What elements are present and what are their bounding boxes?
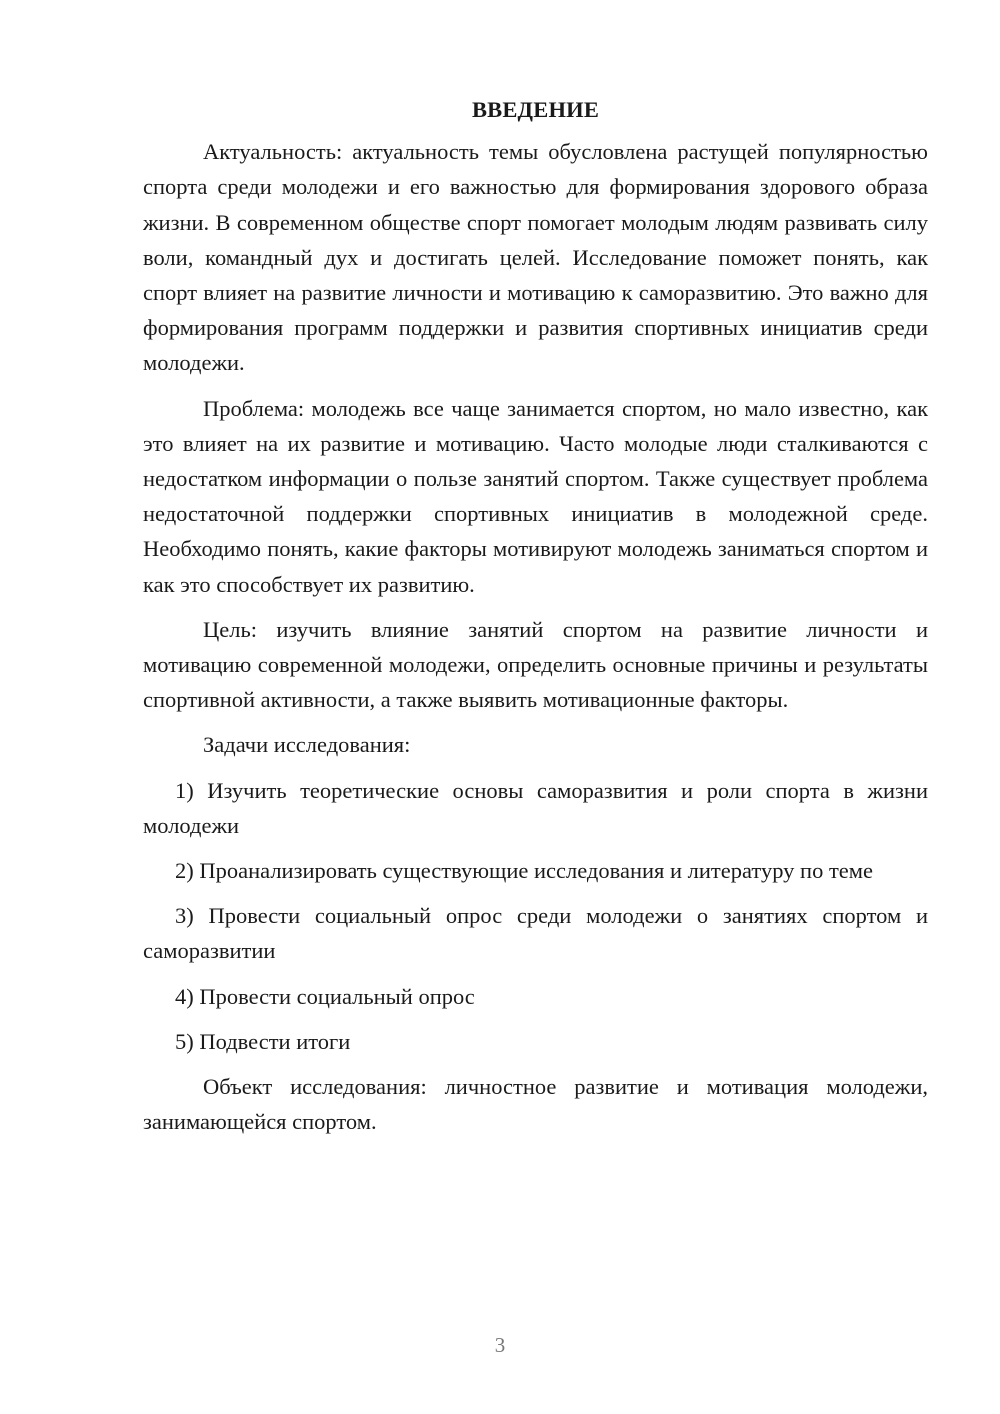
task-item-3: 3) Провести социальный опрос среди молодежи о занятиях спортом и саморазвитии (143, 903, 928, 964)
page-number: 3 (494, 1333, 506, 1357)
page-title: ВВЕДЕНИЕ (471, 97, 600, 122)
task-item-4: 4) Провести социальный опрос (175, 983, 475, 1009)
task-item-2: 2) Проанализировать существующие исследования и литературу по теме (175, 858, 873, 884)
paragraph-object: Объект исследования: личностное развитие и мотивация молодежи, занимающейся спортом. (143, 1074, 928, 1135)
task-item-1: 1) Изучить теоретические основы саморазвития и роли спорта в жизни молодежи (143, 777, 928, 838)
paragraph-goal: Цель: изучить влияние занятий спортом на развитие личности и мотивацию современной молодежи, определить основные причины и результаты спортивной активности, а также выявить мотивационные факторы. (143, 616, 928, 713)
tasks-heading: Задачи исследования: (203, 732, 411, 758)
task-item-5: 5) Подвести итоги (175, 1028, 351, 1054)
paragraph-relevance: Актуальность: актуальность темы обусловлена растущей популярностью спорта среди молодежи и его важностью для формирования здорового образа жизни. В современном обществе спорт помогает молодым людям развивать силу воли, командный дух и достигать целей. Исследование поможет понять, как спорт влияет на развитие личности и мотивацию к саморазвитию. Это важно для формирования программ поддержки и развития спортивных инициатив среди молодежи. (143, 139, 928, 376)
document-page (143, 92, 928, 1149)
paragraph-problem: Проблема: молодежь все чаще занимается спортом, но мало известно, как это влияет на их развитие и мотивацию. Часто молодые люди сталкиваются с недостатком информации о пользе занятий спортом. Также существует проблема недостаточной поддержки спортивных инициатив в молодежной среде. Необходимо понять, какие факторы мотивируют молодежь заниматься спортом и как это способствует их развитию. (143, 395, 928, 597)
